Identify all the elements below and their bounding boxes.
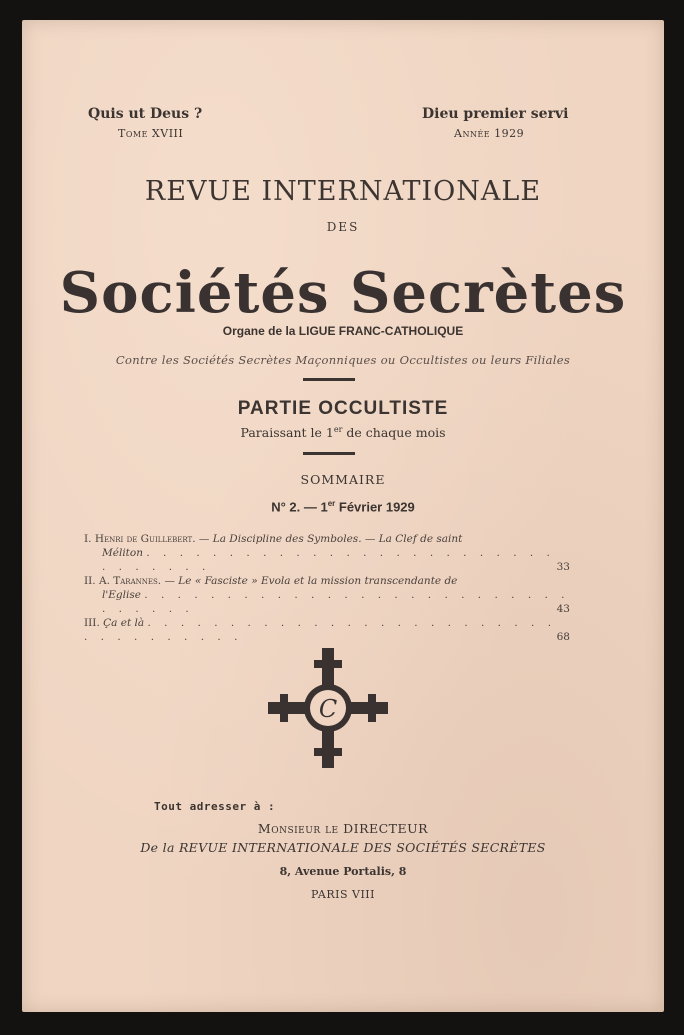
annee: Année 1929 [454, 127, 525, 140]
toc-list [84, 532, 570, 644]
cross-emblem-icon [268, 648, 388, 768]
emblem-letter: C [318, 695, 338, 723]
address-city: PARIS VIII [311, 888, 375, 901]
divider-top [303, 378, 355, 381]
toc-page: 33 [556, 561, 570, 573]
section-title: PARTIE OCCULTISTE [237, 398, 449, 419]
address-journal: De la REVUE INTERNATIONALE DES SOCIÉTÉS SECRÈTES [140, 840, 546, 855]
toc-item: III. Ça et là . . . . . . . . . . . . . . . . . . . . . . . . . . . . . . . . . . . 68 [84, 617, 570, 643]
toc-item-cont: Méliton . . . . . . . . . . . . . . . . . . . . . . . . . . . . . . . . 33 [102, 547, 570, 573]
title-line-1: REVUE INTERNATIONALE [144, 176, 542, 207]
toc-item: I. Henri de Guillebert. — La Discipline des Symboles. — La Clef de saint [84, 533, 463, 545]
title-line-2: DES [326, 220, 360, 234]
organe-line: Organe de la LIGUE FRANC-CATHOLIQUE [222, 324, 464, 338]
motto-left: Quis ut Deus ? [88, 106, 203, 122]
address-director: Monsieur le DIRECTEUR [257, 821, 429, 836]
journal-cover [22, 20, 664, 1012]
motto-right: Dieu premier servi [422, 106, 569, 122]
sommaire-heading: SOMMAIRE [300, 472, 386, 487]
toc-page: 43 [556, 603, 570, 615]
tome-number: Tome XVIII [118, 127, 184, 140]
section-subtitle: Paraissant le 1er de chaque mois [240, 425, 446, 441]
title-main: Sociétés Secrètes [59, 260, 627, 326]
address-intro: Tout adresser à : [154, 800, 276, 813]
address-street: 8, Avenue Portalis, 8 [279, 865, 407, 878]
toc-item: II. A. Tarannes. — Le « Fasciste » Evola et la mission transcendante de [84, 575, 458, 587]
divider-bottom [303, 452, 355, 455]
toc-page: 68 [556, 631, 570, 643]
issue-number: N° 2. — 1er Février 1929 [271, 499, 415, 515]
contre-line: Contre les Sociétés Secrètes Maçonniques ou Occultistes ou leurs Filiales [115, 353, 571, 367]
toc-item-cont: l'Eglise . . . . . . . . . . . . . . . . . . . . . . . . . . . . . . . . 43 [102, 589, 570, 615]
